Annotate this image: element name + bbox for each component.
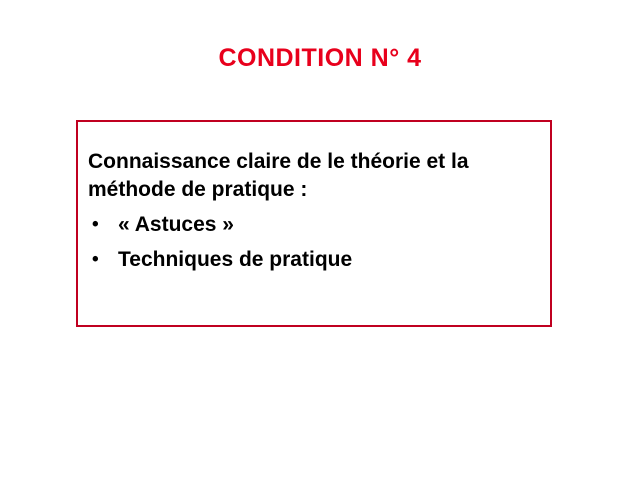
bullet-point-icon: • bbox=[92, 249, 99, 270]
content-box bbox=[76, 120, 552, 327]
page-title: CONDITION N° 4 bbox=[218, 44, 422, 72]
bullet-list bbox=[88, 211, 540, 274]
lead-paragraph: Connaissance claire de le théorie et la méthode de pratique : bbox=[88, 150, 469, 201]
body-text bbox=[88, 148, 540, 274]
list-item-label: « Astuces » bbox=[118, 213, 234, 236]
list-item bbox=[88, 246, 540, 274]
bullet-point-icon: • bbox=[92, 214, 99, 235]
list-item-label: Techniques de pratique bbox=[118, 248, 353, 271]
list-item bbox=[88, 211, 540, 239]
